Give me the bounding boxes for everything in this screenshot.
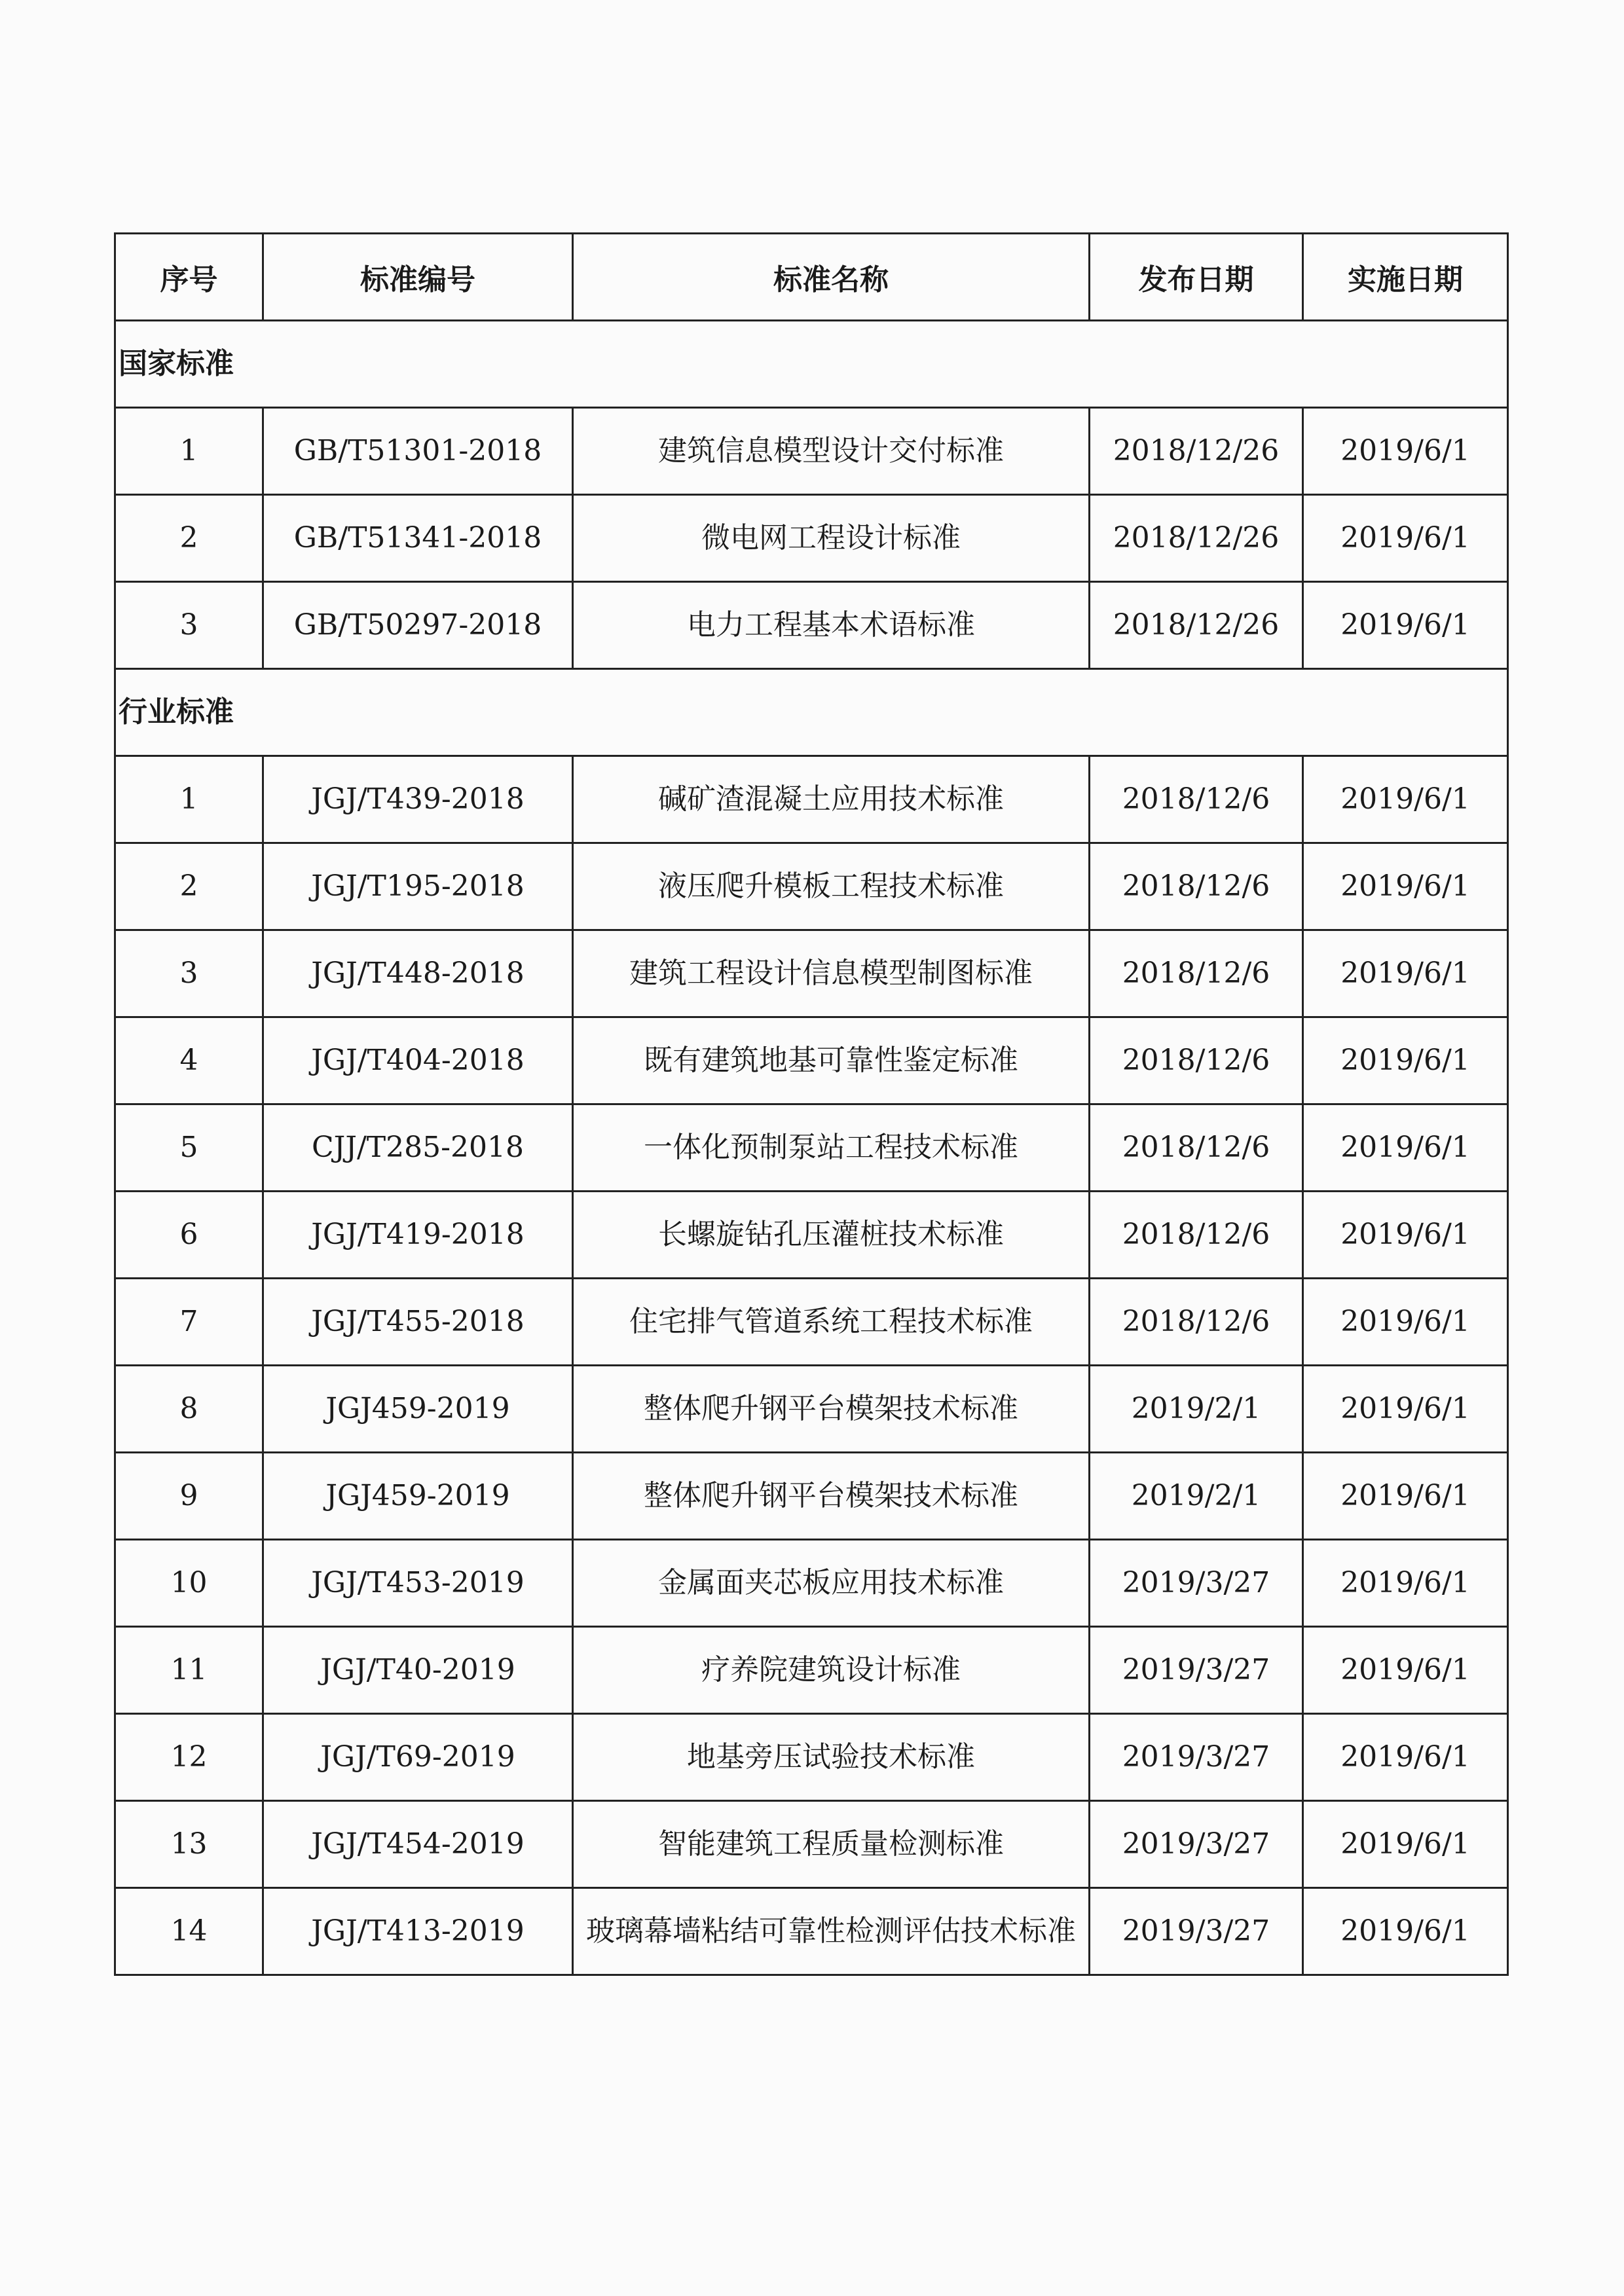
row-standard-code: CJJ/T285-2018	[263, 1104, 573, 1192]
row-index: 10	[115, 1540, 263, 1627]
row-effective-date: 2019/6/1	[1303, 408, 1508, 495]
row-publish-date: 2019/2/1	[1090, 1453, 1303, 1540]
row-standard-name: 金属面夹芯板应用技术标准	[573, 1540, 1090, 1627]
row-effective-date: 2019/6/1	[1303, 843, 1508, 930]
row-standard-code: JGJ/T454-2019	[263, 1801, 573, 1888]
row-publish-date: 2018/12/26	[1090, 582, 1303, 669]
row-index: 1	[115, 408, 263, 495]
row-index: 2	[115, 495, 263, 582]
row-standard-name: 电力工程基本术语标准	[573, 582, 1090, 669]
row-standard-code: JGJ/T439-2018	[263, 756, 573, 843]
row-publish-date: 2019/3/27	[1090, 1714, 1303, 1801]
row-standard-code: JGJ459-2019	[263, 1453, 573, 1540]
row-effective-date: 2019/6/1	[1303, 1104, 1508, 1192]
row-standard-code: JGJ/T69-2019	[263, 1714, 573, 1801]
row-index: 7	[115, 1279, 263, 1366]
row-standard-name: 长螺旋钻孔压灌桩技术标准	[573, 1192, 1090, 1279]
section-row	[115, 321, 1508, 408]
table-row	[115, 1627, 1508, 1714]
header-publish-date: 发布日期	[1090, 234, 1303, 321]
row-effective-date: 2019/6/1	[1303, 1017, 1508, 1104]
section-title: 国家标准	[115, 321, 1508, 408]
row-standard-code: JGJ/T419-2018	[263, 1192, 573, 1279]
row-publish-date: 2019/3/27	[1090, 1627, 1303, 1714]
table-row	[115, 1104, 1508, 1192]
row-publish-date: 2018/12/6	[1090, 1017, 1303, 1104]
row-standard-name: 智能建筑工程质量检测标准	[573, 1801, 1090, 1888]
row-index: 13	[115, 1801, 263, 1888]
row-effective-date: 2019/6/1	[1303, 1279, 1508, 1366]
row-standard-code: JGJ/T448-2018	[263, 930, 573, 1017]
table-row	[115, 1192, 1508, 1279]
row-effective-date: 2019/6/1	[1303, 1714, 1508, 1801]
row-standard-code: JGJ/T453-2019	[263, 1540, 573, 1627]
row-index: 12	[115, 1714, 263, 1801]
row-standard-name: 整体爬升钢平台模架技术标准	[573, 1453, 1090, 1540]
row-publish-date: 2019/3/27	[1090, 1801, 1303, 1888]
row-standard-name: 玻璃幕墙粘结可靠性检测评估技术标准	[573, 1888, 1090, 1975]
table-row	[115, 1888, 1508, 1975]
row-index: 8	[115, 1366, 263, 1453]
table-row	[115, 1540, 1508, 1627]
table-row	[115, 1279, 1508, 1366]
row-index: 3	[115, 582, 263, 669]
row-standard-name: 住宅排气管道系统工程技术标准	[573, 1279, 1090, 1366]
table-row	[115, 930, 1508, 1017]
row-effective-date: 2019/6/1	[1303, 495, 1508, 582]
table-row	[115, 843, 1508, 930]
row-index: 9	[115, 1453, 263, 1540]
row-standard-code: JGJ459-2019	[263, 1366, 573, 1453]
standards-table	[114, 232, 1509, 1976]
row-effective-date: 2019/6/1	[1303, 1888, 1508, 1975]
row-effective-date: 2019/6/1	[1303, 1627, 1508, 1714]
row-standard-code: JGJ/T404-2018	[263, 1017, 573, 1104]
table-header-row	[115, 234, 1508, 321]
row-effective-date: 2019/6/1	[1303, 1366, 1508, 1453]
table-row	[115, 495, 1508, 582]
row-publish-date: 2018/12/26	[1090, 495, 1303, 582]
row-publish-date: 2018/12/6	[1090, 756, 1303, 843]
row-standard-name: 液压爬升模板工程技术标准	[573, 843, 1090, 930]
table-row	[115, 1801, 1508, 1888]
row-index: 11	[115, 1627, 263, 1714]
row-effective-date: 2019/6/1	[1303, 582, 1508, 669]
row-index: 4	[115, 1017, 263, 1104]
row-publish-date: 2018/12/26	[1090, 408, 1303, 495]
row-publish-date: 2018/12/6	[1090, 843, 1303, 930]
table-row	[115, 1714, 1508, 1801]
row-standard-code: GB/T51301-2018	[263, 408, 573, 495]
row-standard-name: 疗养院建筑设计标准	[573, 1627, 1090, 1714]
header-effective-date: 实施日期	[1303, 234, 1508, 321]
row-effective-date: 2019/6/1	[1303, 1801, 1508, 1888]
row-index: 3	[115, 930, 263, 1017]
table-row	[115, 756, 1508, 843]
row-index: 1	[115, 756, 263, 843]
header-standard-name: 标准名称	[573, 234, 1090, 321]
row-publish-date: 2019/3/27	[1090, 1540, 1303, 1627]
row-publish-date: 2019/2/1	[1090, 1366, 1303, 1453]
row-standard-name: 碱矿渣混凝土应用技术标准	[573, 756, 1090, 843]
table-row	[115, 582, 1508, 669]
row-effective-date: 2019/6/1	[1303, 1192, 1508, 1279]
table-row	[115, 1453, 1508, 1540]
row-standard-name: 整体爬升钢平台模架技术标准	[573, 1366, 1090, 1453]
row-standard-name: 地基旁压试验技术标准	[573, 1714, 1090, 1801]
row-standard-name: 既有建筑地基可靠性鉴定标准	[573, 1017, 1090, 1104]
row-effective-date: 2019/6/1	[1303, 756, 1508, 843]
table-row	[115, 1366, 1508, 1453]
row-standard-name: 微电网工程设计标准	[573, 495, 1090, 582]
row-standard-code: GB/T50297-2018	[263, 582, 573, 669]
row-standard-name: 建筑信息模型设计交付标准	[573, 408, 1090, 495]
row-publish-date: 2018/12/6	[1090, 1104, 1303, 1192]
row-standard-name: 建筑工程设计信息模型制图标准	[573, 930, 1090, 1017]
row-effective-date: 2019/6/1	[1303, 1453, 1508, 1540]
table-body	[115, 321, 1508, 1975]
section-title: 行业标准	[115, 669, 1508, 756]
row-index: 6	[115, 1192, 263, 1279]
row-publish-date: 2019/3/27	[1090, 1888, 1303, 1975]
row-standard-code: JGJ/T413-2019	[263, 1888, 573, 1975]
table-row	[115, 1017, 1508, 1104]
row-index: 2	[115, 843, 263, 930]
section-row	[115, 669, 1508, 756]
row-standard-code: GB/T51341-2018	[263, 495, 573, 582]
row-publish-date: 2018/12/6	[1090, 1192, 1303, 1279]
row-standard-code: JGJ/T40-2019	[263, 1627, 573, 1714]
row-publish-date: 2018/12/6	[1090, 1279, 1303, 1366]
table-row	[115, 408, 1508, 495]
row-effective-date: 2019/6/1	[1303, 1540, 1508, 1627]
row-standard-code: JGJ/T195-2018	[263, 843, 573, 930]
header-index: 序号	[115, 234, 263, 321]
row-standard-code: JGJ/T455-2018	[263, 1279, 573, 1366]
row-effective-date: 2019/6/1	[1303, 930, 1508, 1017]
row-index: 5	[115, 1104, 263, 1192]
row-index: 14	[115, 1888, 263, 1975]
row-standard-name: 一体化预制泵站工程技术标准	[573, 1104, 1090, 1192]
header-standard-code: 标准编号	[263, 234, 573, 321]
row-publish-date: 2018/12/6	[1090, 930, 1303, 1017]
